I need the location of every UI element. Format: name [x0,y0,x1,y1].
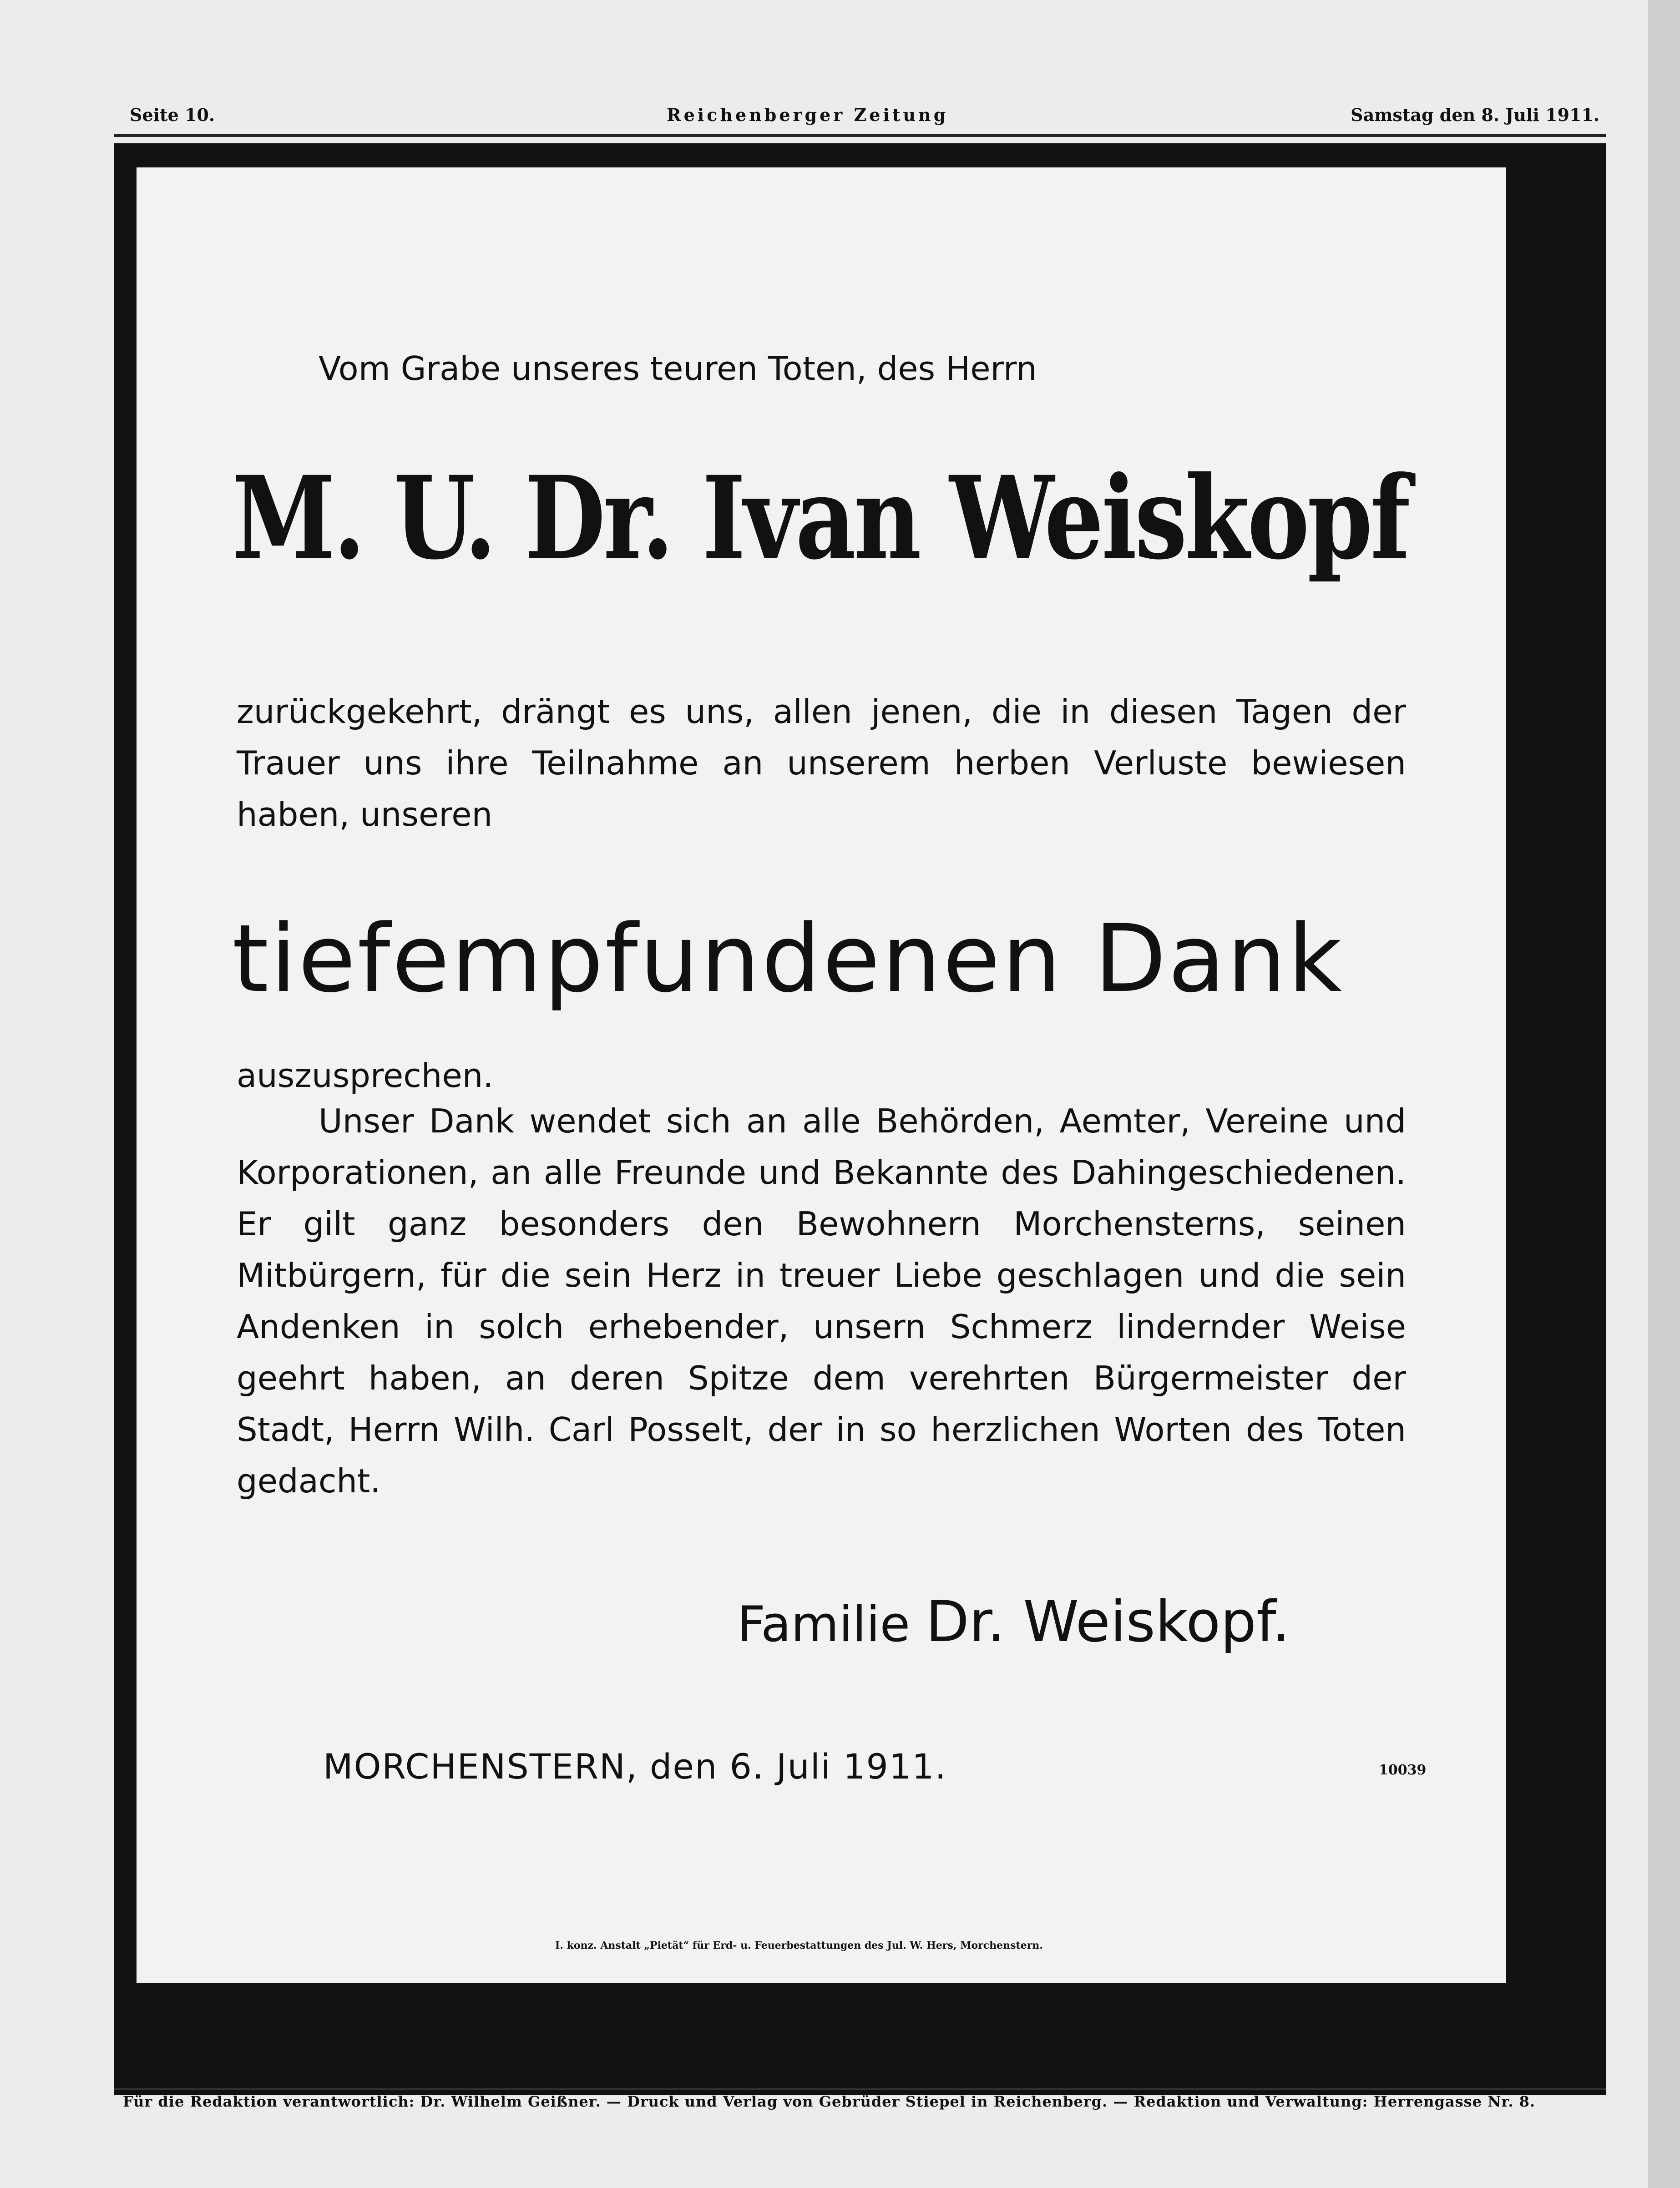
paragraph-1: zurückgekehrt, drängt es uns, allen jenen, die in diesen Tagen der Trauer uns ihre Teilnahme an unserem herben Verluste bewiesen haben, unseren [237,692,1406,834]
signature-prefix: Familie [737,1596,911,1653]
paragraph-2: auszusprechen. [237,1056,494,1095]
page-edge [1648,0,1680,2188]
dank-heading: tiefempfundenen Dank [232,905,1344,1013]
issue-date: Samstag den 8. Juli 1911. [1351,105,1599,125]
deceased-name: M. U. Dr. Ivan Weiskopf [232,451,1408,585]
page-number: Seite 10. [130,105,215,125]
newspaper-footer: Für die Redaktion verantwortlich: Dr. Wilhelm Geißner. — Druck und Verlag von Gebrüder Stiepel in Reichenberg. — Redaktion und Verwaltung: Herrengasse Nr. 8. [123,2093,1536,2110]
obituary-thank-you-notice [137,167,1506,1983]
signature-name: Dr. Weiskopf. [926,1589,1290,1655]
running-head [130,105,1599,132]
ad-number: 10039 [1379,1762,1427,1778]
footer-rule [114,2088,1606,2090]
place-date: MORCHENSTERN, den 6. Juli 1911. [323,1746,947,1787]
notice-intro: Vom Grabe unseres teuren Toten, des Herrn [319,349,1037,388]
signature [737,1589,1420,1655]
funeral-home-imprint: I. konz. Anstalt „Pietät“ für Erd- u. Feuerbestattungen des Jul. W. Hers, Morchenstern. [555,1940,1043,1951]
paragraph-3: Unser Dank wendet sich an alle Behörden, Aemter, Vereine und Korporationen, an alle Freunde und Bekannte des Dahingeschiedenen. Er gilt ganz besonders den Bewohnern Morchensterns, seinen Mitbürgern, für die sein Herz in treuer Liebe geschlagen und die sein Andenken in solch erhebender, unsern Schmerz lindernder Weise geehrt haben, an deren Spitze dem verehrten Bürgermeister der Stadt, Herrn Wilh. Carl Posselt, der in so herzlichen Worten des Toten gedacht. [237,1102,1406,1500]
newspaper-title: Reichenberger Zeitung [667,105,949,125]
header-rule [114,134,1606,137]
